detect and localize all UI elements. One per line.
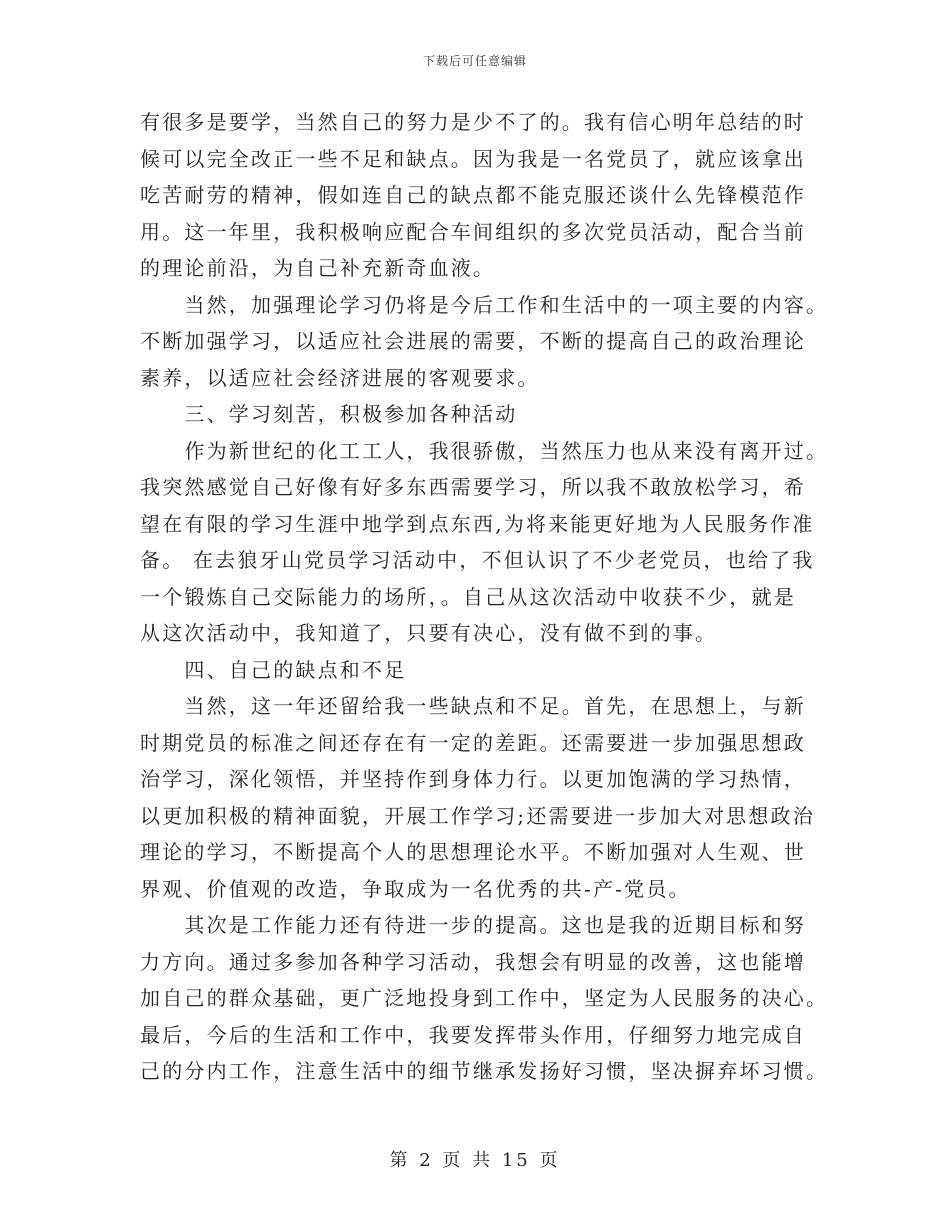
text-line: 最后，今后的生活和工作中，我要发挥带头作用，仔细努力地完成自 xyxy=(140,1022,806,1047)
document-body xyxy=(140,104,829,1090)
text-line: 望在有限的学习生涯中地学到点东西,为将来能更好地为人民服务作准 xyxy=(140,511,815,536)
text-line: 力方向。通过多参加各种学习活动，我想会有明显的改善，这也能增 xyxy=(140,949,806,974)
text-line: 吃苦耐劳的精神，假如连自己的缺点都不能克服还谈什么先锋模范作 xyxy=(140,183,806,207)
text-line: 理论的学习，不断提高个人的思想理论水平。不断加强对人生观、世 xyxy=(140,840,806,864)
text-line: 治学习，深化领悟，并坚持作到身体力行。以更加饱满的学习热情， xyxy=(140,767,806,791)
text-line: 从这次活动中，我知道了，只要有决心，没有做不到的事。 xyxy=(140,621,718,645)
text-line: 备。 在去狼牙山党员学习活动中，不但认识了不少老党员，也给了我 xyxy=(140,548,815,572)
text-line: 作为新世纪的化工工人，我很骄傲，当然压力也从来没有离开过。 xyxy=(140,438,829,463)
text-line: 以更加积极的精神面貌，开展工作学习;还需要进一步加大对思想政治 xyxy=(140,803,815,828)
text-line: 用。这一年里，我积极响应配合车间组织的多次党员活动，配合当前 xyxy=(140,219,806,244)
page-header-note: 下载后可任意编辑 xyxy=(422,54,527,68)
text-line: 界观、价值观的改造，争取成为一名优秀的共-产-党员。 xyxy=(140,876,691,901)
text-line: 不断加强学习，以适应社会进展的需要，不断的提高自己的政治理论 xyxy=(140,329,806,353)
text-line: 己的分内工作，注意生活中的细节继承发扬好习惯，坚决摒弃坏习惯。 xyxy=(140,1059,829,1083)
text-line: 我突然感觉自己好像有好多东西需要学习，所以我不敢放松学习，希 xyxy=(140,475,806,499)
text-line: 其次是工作能力还有待进一步的提高。这也是我的近期目标和努 xyxy=(140,913,806,937)
section-heading-3: 三、学习刻苦，积极参加各种活动 xyxy=(140,402,518,426)
text-line: 当然，加强理论学习仍将是今后工作和生活中的一项主要的内容。 xyxy=(140,292,829,317)
section-heading-4: 四、自己的缺点和不足 xyxy=(140,657,407,682)
text-line: 当然，这一年还留给我一些缺点和不足。首先，在思想上，与新 xyxy=(140,694,806,718)
text-line: 候可以完全改正一些不足和缺点。因为我是一名党员了，就应该拿出 xyxy=(140,146,806,171)
text-line: 加自己的群众基础，更广泛地投身到工作中，坚定为人民服务的决心。 xyxy=(140,986,829,1010)
text-line: 的理论前沿，为自己补充新奇血液。 xyxy=(140,256,496,280)
text-line: 时期党员的标准之间还存在有一定的差距。还需要进一步加强思想政 xyxy=(140,730,806,755)
page-number: 第 2 页 共 15 页 xyxy=(389,1150,561,1171)
text-line: 一个锻炼自己交际能力的场所，。自己从这次活动中收获不少，就是 xyxy=(140,584,796,609)
text-line: 有很多是要学，当然自己的努力是少不了的。我有信心明年总结的时 xyxy=(140,110,806,134)
text-line: 素养，以适应社会经济进展的客观要求。 xyxy=(140,365,540,390)
